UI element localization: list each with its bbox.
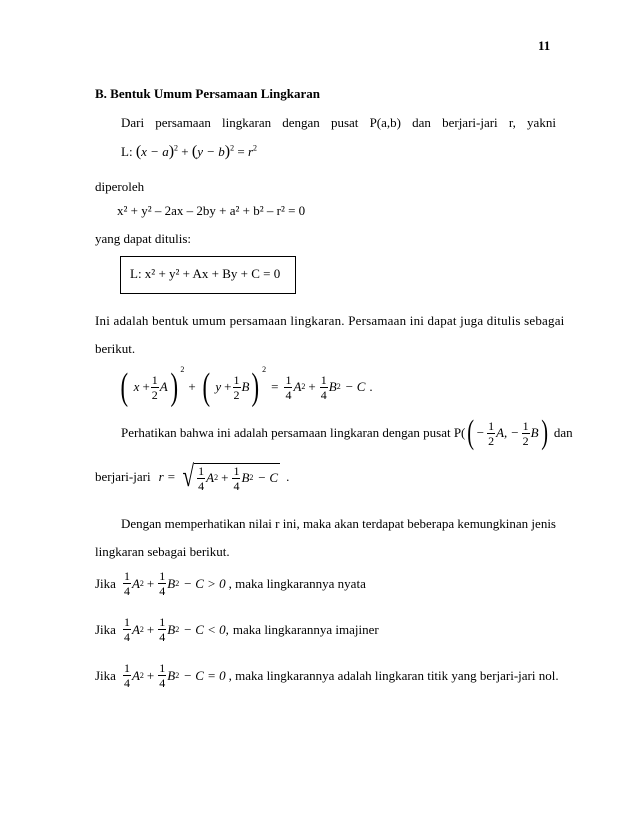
paragraph-2-line-2: lingkaran sebagai berikut. — [95, 544, 230, 559]
eq1-r: r — [247, 144, 253, 159]
intro-word: dan — [412, 115, 431, 130]
case-real: Jika $\frac{1}{4}$ A 2 + $\frac{1}{4}$ B 2 − C > 0 , maka lingkarannya nyata — [95, 569, 366, 598]
intro-word: persamaan — [155, 115, 211, 130]
center-line: Perhatikan bahwa ini adalah persamaan lingkaran dengan pusat P( ( − $\frac{1}{2}$ A, − $\frac{1}{2}$ B ) dan — [121, 414, 573, 451]
yang-dapat-text: yang dapat ditulis: — [95, 231, 192, 246]
radius-line: berjari-jari r = √ $\frac{1}{4}$ A 2 + $\frac{1}{4}$ B 2 − C . — [95, 460, 290, 493]
case-imaginary: Jika $\frac{1}{4}$ A 2 + $\frac{1}{4}$ B 2 − C < 0, maka lingkarannya imajiner — [95, 615, 379, 644]
intro-line — [121, 115, 556, 131]
eq1-label: L: — [121, 144, 133, 159]
intro-word: pusat — [330, 115, 359, 130]
eq1-minus-b: − b — [206, 144, 225, 159]
boxed-equation: L: x² + y² + Ax + By + C = 0 — [130, 266, 281, 281]
diperoleh-text: diperoleh — [95, 179, 145, 194]
paragraph-2-line-1: Dengan memperhatikan nilai r ini, maka akan terdapat beberapa kemungkinan jenis — [121, 516, 556, 531]
page-number: 11 — [538, 38, 551, 53]
intro-word: dengan — [282, 115, 320, 130]
eq1-y: y — [197, 144, 203, 159]
intro-word: yakni — [527, 115, 556, 130]
paragraph-1-line-2: berikut. — [95, 341, 136, 356]
section-heading: B. Bentuk Umum Persamaan Lingkaran — [95, 86, 320, 101]
case-point: Jika $\frac{1}{4}$ A 2 + $\frac{1}{4}$ B 2 − C = 0 , maka lingkarannya adalah lingkaran titik yang berjari-jari nol. — [95, 661, 559, 690]
intro-word: P(a,b) — [369, 115, 401, 130]
intro-word: r, — [508, 115, 516, 130]
eq1-equals: = — [237, 144, 245, 159]
intro-word: Dari — [121, 115, 145, 130]
intro-word: lingkaran — [222, 115, 272, 130]
sqrt-radicand: $\frac{1}{4}$ A 2 + $\frac{1}{4}$ B 2 − C — [194, 463, 280, 492]
intro-word: berjari-jari — [442, 115, 498, 130]
standard-form-equation: ( x + $\frac{1}{2}$ A ) 2 + ( y + $\frac{1}{2}$ B ) 2 = $\frac{1}{4}$ A 2 + $\frac{1}{4}$ B 2 − C . — [120, 365, 373, 408]
expanded-equation: x² + y² – 2ax – 2by + a² + b² – r² = 0 — [117, 203, 306, 218]
sqrt-sign: √ — [182, 460, 194, 493]
paragraph-1-line-1: Ini adalah bentuk umum persamaan lingkaran. Persamaan ini dapat juga ditulis sebagai — [95, 313, 565, 328]
circle-equation-1: L: $(x - a)^2 + (y - b)^2 = r^2$ — [121, 143, 257, 160]
eq1-minus-a: − a — [150, 144, 169, 159]
eq1-x: x — [141, 144, 147, 159]
